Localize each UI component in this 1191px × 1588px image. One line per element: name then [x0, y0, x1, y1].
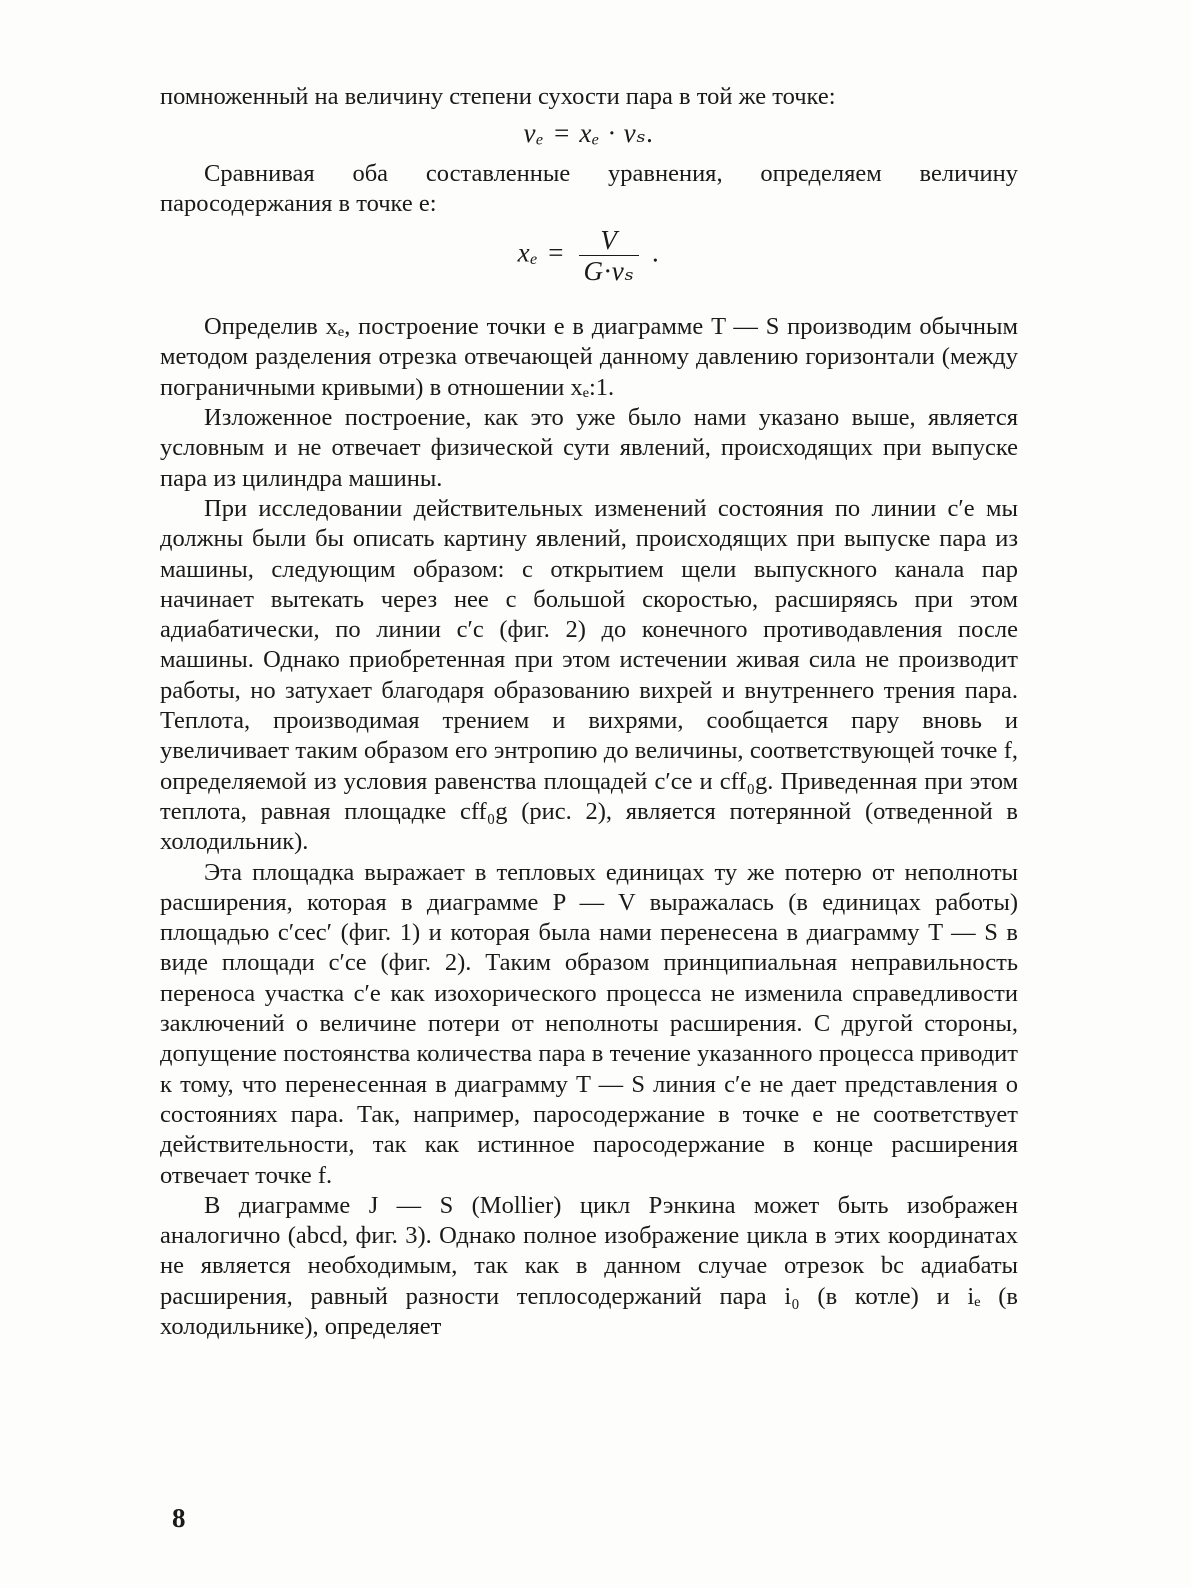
paragraph-construct-point-e: Определив xₑ, построение точки e в диаграмме T — S производим обычным методом разделения отрезка отвечающей данному давлению горизонтали (между пограничными кривыми) в отношении xₑ:1. — [160, 313, 1018, 401]
formula-dryness-fraction — [160, 225, 1018, 286]
paragraph-actual-state-changes: При исследовании действительных изменений состояния по линии c′e мы должны были бы описать картину явлений, происходящих при выпуске пара из машины, следующим образом: с открытием щели выпускного канала пар начинает вытекать через нее с большой скоростью, расширяясь при этом адиабатически, по линии c′c (фиг. 2) до конечного противодавления после машины. Однако приобретенная при этом истечении живая сила не производит работы, но затухает благодаря образованию вихрей и внутреннего трения пара. Теплота, производимая трением и вихрями, сообщается пару вновь и увеличивает таким образом его энтропию до величины, соответствующей точке f, определяемой из условия равенства площадей c′ce и cff₀g. Приведенная при этом теплота, равная площадке cff₀g (рис. 2), является потерянной (отведенной в холодильник). — [160, 494, 1018, 856]
text-column — [160, 82, 1018, 1342]
fraction-numerator: V — [579, 225, 638, 256]
paragraph-mollier-diagram: В диаграмме J — S (Mollier) цикл Рэнкина может быть изображен аналогично (abcd, фиг. 3). Однако полное изображение цикла в этих координатах не является необходимым, так как в данном случае отрезок bc адиабаты расширения, равный разности теплосодержаний пара i₀ (в котле) и iₑ (в холодильнике), определяет — [160, 1191, 1018, 1340]
formula-tail: . — [652, 237, 661, 268]
fraction-denominator: G·vₛ — [583, 256, 635, 287]
paragraph-continuation: помноженный на величину степени сухости пара в той же точке: — [160, 83, 836, 110]
formula-lhs: xₑ = — [517, 237, 566, 268]
paragraph-conditional-construction: Изложенное построение, как это уже было нами указано выше, является условным и не отвечает физической сути явлений, происходящих при выпуске пара из цилиндра машины. — [160, 404, 1018, 492]
fraction — [579, 225, 638, 286]
paragraph-area-heat-loss: Эта площадка выражает в тепловых единицах ту же потерю от неполноты расширения, которая в диаграмме P — V выражалась (в единицах работы) площадью c′cec′ (фиг. 1) и которая была нами перенесена в диаграмму T — S в виде площади c′ce (фиг. 2). Таким образом принципиальная неправильность переноса участка c′e как изохорического процесса не изменила справедливости заключений о величине потери от неполноты расширения. С другой стороны, допущение постоянства количества пара в течение указанного процесса приводит к тому, что перенесенная в диаграмму T — S линия c′e не дает представления о состояниях пара. Так, например, паросодержание в точке e не соответствует действительности, так как истинное паросодержание в конце расширения отвечает точке f. — [160, 858, 1018, 1189]
page-number: 8 — [172, 1503, 186, 1533]
formula-specific-volume: vₑ = xₑ · vₛ. — [523, 118, 655, 149]
paragraph-compare-equations: Сравнивая оба составленные уравнения, определяем величину паросодержания в точке e: — [160, 159, 1018, 217]
